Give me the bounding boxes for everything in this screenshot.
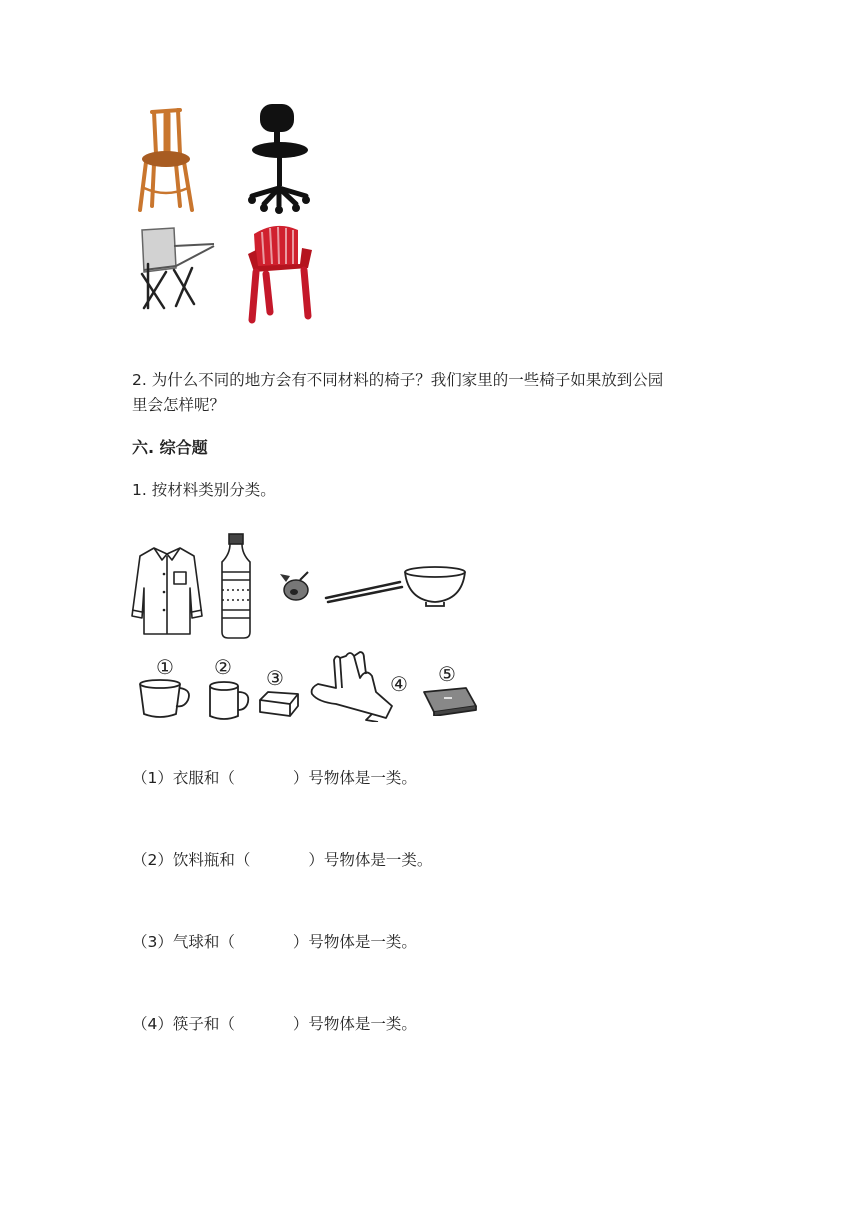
bowl-image <box>402 564 468 608</box>
balloon-image <box>276 568 316 608</box>
label-5: ⑤ <box>438 662 456 686</box>
fill-item-2-suffix: ）号物体是一类。 <box>308 851 433 869</box>
fill-item-3-prefix: （3）气球和（ <box>132 933 235 951</box>
fill-item-1-suffix: ）号物体是一类。 <box>292 769 417 787</box>
objects-figure <box>128 530 488 725</box>
office-chair-image <box>246 102 312 214</box>
label-2: ② <box>214 655 232 679</box>
plastic-chair-image <box>242 220 318 324</box>
question-2 <box>132 368 752 418</box>
section-6-heading: 六. 综合题 <box>132 438 208 457</box>
label-1: ① <box>156 655 174 679</box>
fill-item-4-suffix: ）号物体是一类。 <box>292 1015 417 1033</box>
wooden-chair-image <box>132 106 198 212</box>
sponge-image <box>258 690 300 718</box>
question-2-line-2: 里会怎样呢？ <box>132 396 226 414</box>
chopsticks-image <box>324 578 404 606</box>
shirt-image <box>128 544 206 636</box>
fill-item-2-prefix: （2）饮料瓶和（ <box>132 851 251 869</box>
cup-image <box>136 678 192 720</box>
label-4: ④ <box>390 672 408 696</box>
chair-images <box>128 100 328 330</box>
fill-item-3-suffix: ）号物体是一类。 <box>292 933 417 951</box>
gloves-image <box>306 648 402 722</box>
question-1: 1. 按材料类别分类。 <box>132 481 276 499</box>
fill-item-4-prefix: （4）筷子和（ <box>132 1015 235 1033</box>
fill-item-1 <box>132 766 417 788</box>
fill-item-4 <box>132 1012 417 1034</box>
folding-chair-image <box>134 224 216 310</box>
mug-image <box>206 680 254 722</box>
fill-item-2 <box>132 848 432 870</box>
label-3: ③ <box>266 666 284 690</box>
bottle-image <box>216 532 256 640</box>
fill-item-3 <box>132 930 417 952</box>
wallet-image <box>422 686 480 716</box>
question-2-line-1: 2. 为什么不同的地方会有不同材料的椅子？我们家里的一些椅子如果放到公园 <box>132 371 664 389</box>
fill-item-1-prefix: （1）衣服和（ <box>132 769 235 787</box>
